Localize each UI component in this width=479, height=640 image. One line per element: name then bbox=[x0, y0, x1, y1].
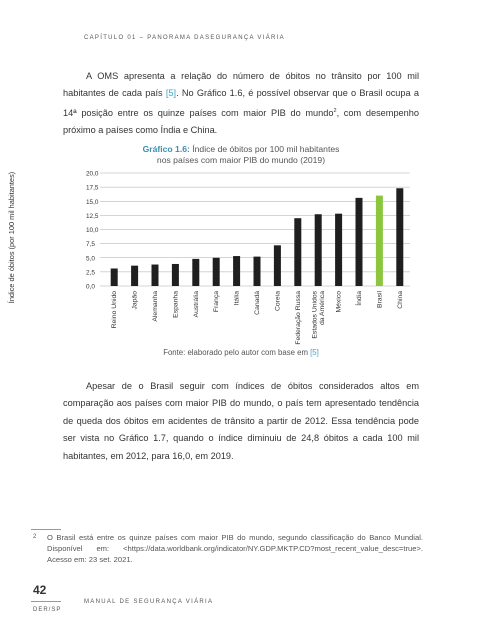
y-tick-label: 17,5 bbox=[86, 184, 99, 192]
bar bbox=[233, 256, 240, 286]
chart-title-line1: Índice de óbitos por 100 mil habitantes bbox=[189, 144, 340, 154]
x-tick-label: Canadá bbox=[254, 291, 261, 315]
x-tick-label: Federação Russa bbox=[294, 291, 302, 345]
x-tick-label: Estados Unidos bbox=[311, 291, 319, 339]
y-tick-label: 12,5 bbox=[86, 212, 99, 220]
source-text: Fonte: elaborado pelo autor com base em bbox=[163, 348, 311, 357]
x-tick-label: França bbox=[213, 291, 221, 313]
x-tick-label: Brasil bbox=[376, 291, 384, 308]
x-tick-label: Alemanha bbox=[152, 291, 159, 322]
footnote bbox=[33, 532, 423, 565]
x-tick-label: Itália bbox=[233, 291, 241, 306]
y-tick-label: 2,5 bbox=[86, 269, 95, 277]
y-tick-label: 0,0 bbox=[86, 283, 95, 291]
chart-title-label: Gráfico 1.6: bbox=[142, 144, 190, 154]
y-tick-label: 5,0 bbox=[86, 255, 95, 263]
footer-book-title: MANUAL DE SEGURANÇA VIÁRIA bbox=[84, 599, 214, 605]
bar bbox=[172, 264, 179, 286]
trend-paragraph: Apesar de o Brasil seguir com índices de óbitos considerados altos em comparação aos países com maior PIB do mundo, o país tem apresentado tendência de queda dos óbitos em acidentes de trânsito a partir de 2012. Essa tendência pode ser vista no Gráfico 1.7, quando o índice diminuiu de 24,8 óbitos a cada 100 mil habitantes, em 2012, para 16,0, em 2019. bbox=[63, 381, 419, 461]
x-tick-label: Espanha bbox=[172, 291, 180, 318]
bar bbox=[396, 188, 403, 286]
bar bbox=[213, 258, 220, 286]
bar bbox=[356, 198, 363, 286]
footer-organization: DER/SP bbox=[33, 607, 62, 613]
running-header: CAPÍTULO 01 – PANORAMA DASEGURANÇA VIÁRIA bbox=[84, 35, 285, 41]
x-tick-label: Coreia bbox=[274, 291, 282, 312]
source-reference-link[interactable]: [5] bbox=[310, 348, 319, 357]
footnote-marker[interactable]: 2 bbox=[333, 107, 337, 114]
bar bbox=[111, 268, 118, 286]
reference-link[interactable]: [5] bbox=[165, 88, 177, 99]
y-tick-label: 7,5 bbox=[86, 241, 95, 249]
bar bbox=[131, 266, 138, 286]
x-tick-label: Japão bbox=[131, 291, 139, 310]
bar bbox=[254, 257, 261, 286]
bar bbox=[192, 259, 199, 286]
x-tick-label: Austrália bbox=[192, 291, 200, 318]
intro-text-b: . No Gráfico 1.6, é possível observar que o Brasil ocupa a 14ª posição entre os quinze países com maior PIB do mundo bbox=[63, 88, 419, 118]
intro-paragraph bbox=[63, 68, 419, 140]
bar bbox=[152, 265, 159, 286]
footnote-text: O Brasil está entre os quinze países com maior PIB do mundo, segundo classificação do Banco Mundial. Disponível em: <https://data.worldbank.org/indicator/NY.GDP.MKTP.CD?most_recent_value_desc=true>. Acesso em: 23 set. 2021. bbox=[47, 533, 423, 564]
y-tick-label: 20,0 bbox=[86, 170, 99, 178]
chart-title bbox=[63, 144, 419, 166]
bar bbox=[294, 218, 301, 286]
x-tick-label: da América bbox=[318, 291, 326, 326]
footnote-divider bbox=[31, 529, 61, 530]
x-tick-label: Reino Unido bbox=[111, 291, 119, 329]
footer-divider bbox=[31, 601, 61, 602]
chart-source bbox=[63, 348, 419, 357]
bar-chart bbox=[0, 164, 479, 364]
intro-text-c: , com desempenho próximo a países como Índia e China. bbox=[63, 107, 419, 136]
page-number: 42 bbox=[33, 583, 47, 597]
x-tick-label: China bbox=[396, 291, 404, 309]
y-axis-title: Índice de óbitos (por 100 mil habitantes) bbox=[7, 171, 16, 304]
intro-text-a: A OMS apresenta a relação do número de óbitos no trânsito por 100 mil habitantes de cada país bbox=[63, 71, 419, 99]
footnote-number: 2 bbox=[33, 534, 37, 540]
y-tick-label: 15,0 bbox=[86, 198, 99, 206]
x-tick-label: México bbox=[335, 291, 343, 313]
y-tick-label: 10,0 bbox=[86, 227, 99, 234]
chart-title-line2: nos países com maior PIB do mundo (2019) bbox=[156, 155, 326, 165]
bar bbox=[335, 214, 342, 286]
x-tick-label: Índia bbox=[356, 291, 363, 306]
bar bbox=[274, 245, 281, 286]
bar bbox=[376, 196, 383, 286]
bar bbox=[315, 214, 322, 286]
